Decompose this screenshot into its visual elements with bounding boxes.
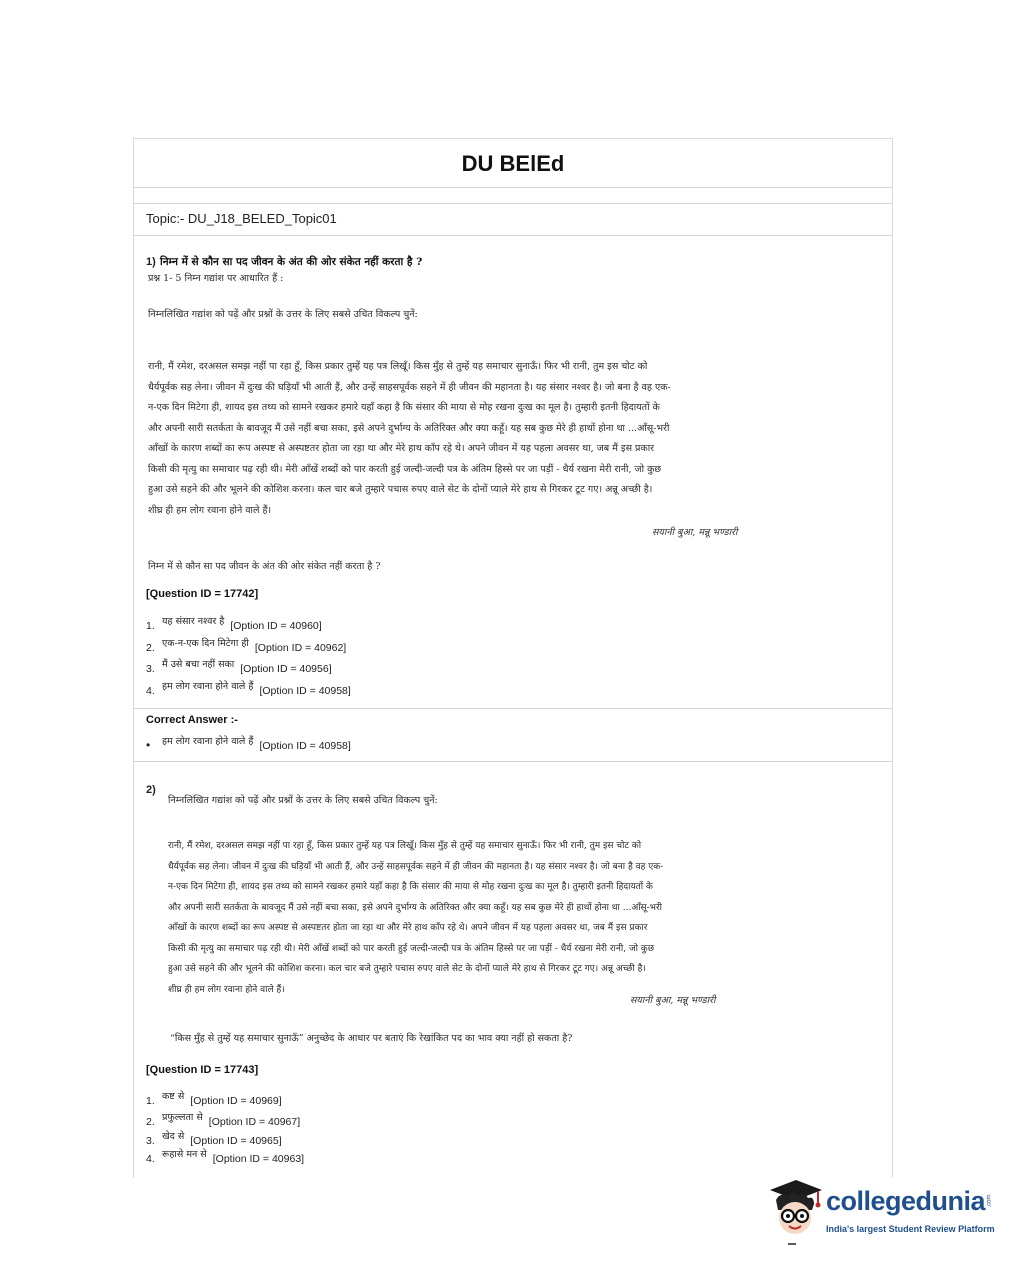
option-item[interactable] — [146, 1131, 282, 1147]
passage-line: हुआ उसे सहने की और भूलने की कोशिश करना। कल चार बजे तुम्हारे पचास रुपए वाले सेट के दोनों प्याले मेरे हाथ से गिरकर टूट गए। अन्नू अच्छी है। — [148, 484, 653, 495]
option-number: 3. — [146, 1135, 155, 1147]
option-item[interactable] — [146, 616, 322, 632]
logo-wordmark: collegedunia — [826, 1186, 986, 1216]
passage-instruction: निम्नलिखित गद्यांश को पढ़ें और प्रश्नों के उत्तर के लिए सबसे उचित विकल्प चुनें: — [148, 309, 418, 320]
passage-intro: प्रश्न 1- 5 निम्न गद्यांश पर आधारित हैं : — [148, 273, 284, 284]
collegedunia-logo[interactable] — [766, 1176, 996, 1256]
option-text: प्रफुल्लता से — [162, 1112, 203, 1123]
option-id: [Option ID = 40958] — [259, 685, 351, 697]
option-text: खेद से — [162, 1131, 185, 1142]
option-text: एक-न-एक दिन मिटेगा ही — [162, 638, 249, 649]
option-number: 2. — [146, 1116, 155, 1128]
option-item[interactable] — [146, 1112, 301, 1128]
option-id: [Option ID = 40963] — [212, 1153, 305, 1165]
passage-line: रानी, मैं रमेश, दरअसल समझ नहीं पा रहा हूँ, किस प्रकार तुम्हें यह पत्र लिखूँ। किस मुँह से तुम्हें यह समाचार सुनाऊँ। फिर भी रानी, तुम इस चोट को — [148, 361, 648, 372]
option-item[interactable] — [146, 1091, 282, 1107]
correct-answer-text: हम लोग रवाना होने वाले हैं — [162, 736, 254, 747]
passage-line: किसी की मृत्यु का समाचार पढ़ रही थी। मेरी आँखें शब्दों को पार करती हुई जल्दी-जल्दी पत्र के अंतिम हिस्से पर जा पड़ीं - धैर्य रखना मेरी रानी, जो कुछ — [168, 943, 655, 954]
question-id: [Question ID = 17743] — [146, 1064, 259, 1076]
option-id: [Option ID = 40960] — [230, 620, 322, 632]
divider — [134, 761, 892, 762]
passage-line: हुआ उसे सहने की और भूलने की कोशिश करना। कल चार बजे तुम्हारे पचास रुपए वाले सेट के दोनों प्याले मेरे हाथ से गिरकर टूट गए। अन्नू अच्छी है। — [168, 964, 646, 974]
mascot-icon — [766, 1176, 824, 1248]
option-id: [Option ID = 40956] — [240, 663, 332, 675]
passage-line: धैर्यपूर्वक सह लेना। जीवन में दुःख की घड़ियाँ भी आती हैं, और उन्हें साहसपूर्वक सहने में ही जीवन की महानता है। यह संसार नश्वर है। जो बना है वह एक- — [168, 861, 664, 872]
passage-line: किसी की मृत्यु का समाचार पढ़ रही थी। मेरी आँखें शब्दों को पार करती हुई जल्दी-जल्दी पत्र के अंतिम हिस्से पर जा पड़ीं - धैर्य रखना मेरी रानी, जो कुछ — [148, 463, 662, 475]
correct-answer — [146, 738, 351, 752]
option-id: [Option ID = 40962] — [254, 642, 347, 654]
option-number: 4. — [146, 685, 155, 697]
passage-line: न-एक दिन मिटेगा ही, शायद इस तथ्य को सामने रखकर हमारे यहाँ कहा है कि संसार की माया से मोह रखना दुःख का मूल है। तुम्हारी इतनी हिदायतों के — [168, 882, 653, 892]
passage-line: और अपनी सारी सतर्कता के बावजूद मैं उसे नहीं बचा सका, इसे अपने दुर्भाग्य के अतिरिक्त और क्या कहूँ। यह सब कुछ मेरे ही हाथों होना था ...आँसू-भरी — [148, 422, 670, 434]
exam-paper — [133, 138, 893, 1178]
option-item[interactable] — [146, 659, 332, 675]
passage-line: आँखों के कारण शब्दों का रूप अस्पष्ट से अस्पष्टतर होता जा रहा था और मेरे हाथ काँप रहे थे। अपने जीवन में यह पहला अवसर था, जब मैं इस प्रकार — [148, 443, 655, 454]
option-id: [Option ID = 40965] — [190, 1135, 282, 1147]
passage-signature: सयानी बुआ, मन्नू भण्डारी — [630, 995, 716, 1006]
option-text: रूहासे मन से — [162, 1149, 207, 1160]
divider — [134, 203, 892, 204]
passage — [168, 836, 728, 1000]
option-number: 3. — [146, 663, 155, 675]
passage-line: शीघ्र ही हम लोग रवाना होने वाले हैं। — [168, 984, 285, 995]
passage-line: धैर्यपूर्वक सह लेना। जीवन में दुःख की घड़ियाँ भी आती हैं, और उन्हें साहसपूर्वक सहने में ही जीवन की महानता है। यह संसार नश्वर है। जो बना है वह एक- — [148, 381, 671, 393]
passage-instruction: निम्नलिखित गद्यांश को पढ़ें और प्रश्नों के उत्तर के लिए सबसे उचित विकल्प चुनें: — [168, 795, 438, 806]
divider — [134, 187, 892, 188]
logo-tagline: India's largest Student Review Platform — [826, 1224, 995, 1234]
option-number: 1. — [146, 620, 155, 632]
option-item[interactable] — [146, 638, 347, 654]
passage-line: आँखों के कारण शब्दों का रूप अस्पष्ट से अस्पष्टतर होता जा रहा था और मेरे हाथ काँप रहे थे। अपने जीवन में यह पहला अवसर था, जब मैं इस प्रकार — [168, 923, 648, 933]
question-text: निम्न में से कौन सा पद जीवन के अंत की ओर संकेत नहीं करता है ? — [148, 561, 381, 572]
option-id: [Option ID = 40969] — [190, 1095, 282, 1107]
option-id: [Option ID = 40967] — [208, 1116, 301, 1128]
passage-line: और अपनी सारी सतर्कता के बावजूद मैं उसे नहीं बचा सका, इसे अपने दुर्भाग्य के अतिरिक्त और क्या कहूँ। यह सब कुछ मेरे ही हाथों होना था ...आँसू-भरी — [168, 902, 662, 913]
correct-answer-id: [Option ID = 40958] — [259, 740, 351, 752]
passage-line: रानी, मैं रमेश, दरअसल समझ नहीं पा रहा हूँ, किस प्रकार तुम्हें यह पत्र लिखूँ। किस मुँह से तुम्हें यह समाचार सुनाऊँ। फिर भी रानी, तुम इस चोट को — [168, 841, 642, 851]
passage-signature: सयानी बुआ, मन्नू भण्डारी — [652, 527, 738, 538]
divider — [134, 708, 892, 709]
passage-line: शीघ्र ही हम लोग रवाना होने वाले हैं। — [148, 504, 272, 516]
divider — [134, 235, 892, 236]
passage-line: न-एक दिन मिटेगा ही, शायद इस तथ्य को सामने रखकर हमारे यहाँ कहा है कि संसार की माया से मोह रखना दुःख का मूल है। तुम्हारी इतनी हिदायतों के — [148, 402, 660, 413]
option-text: मैं उसे बचा नहीं सका — [162, 659, 235, 670]
option-text: कष्ट से — [162, 1091, 185, 1102]
passage — [148, 357, 758, 521]
option-number: 1. — [146, 1095, 155, 1107]
option-text: हम लोग रवाना होने वाले हैं — [162, 681, 254, 692]
correct-answer-label: Correct Answer :- — [146, 714, 238, 726]
question-number: 1) — [146, 256, 156, 268]
bullet: • — [146, 738, 151, 752]
option-item[interactable] — [146, 681, 351, 697]
question-heading: निम्न में से कौन सा पद जीवन के अंत की ओर संकेत नहीं करता है ? — [160, 256, 423, 268]
option-number: 2. — [146, 642, 155, 654]
paper-title: DU BElEd — [461, 151, 565, 176]
option-text: यह संसार नश्वर है — [162, 616, 225, 627]
question-number: 2) — [146, 784, 156, 796]
option-number: 4. — [146, 1153, 155, 1165]
logo-domain: .com — [986, 1194, 993, 1208]
question-text: “किस मुँह से तुम्हें यह समाचार सुनाऊँ” अनुच्छेद के आधार पर बताएं कि रेखांकित पद का भाव क्या नहीं हो सकता है? — [170, 1033, 573, 1044]
question-id: [Question ID = 17742] — [146, 588, 259, 600]
option-item[interactable] — [146, 1149, 305, 1165]
topic-label: Topic:- DU_J18_BELED_Topic01 — [146, 211, 337, 226]
